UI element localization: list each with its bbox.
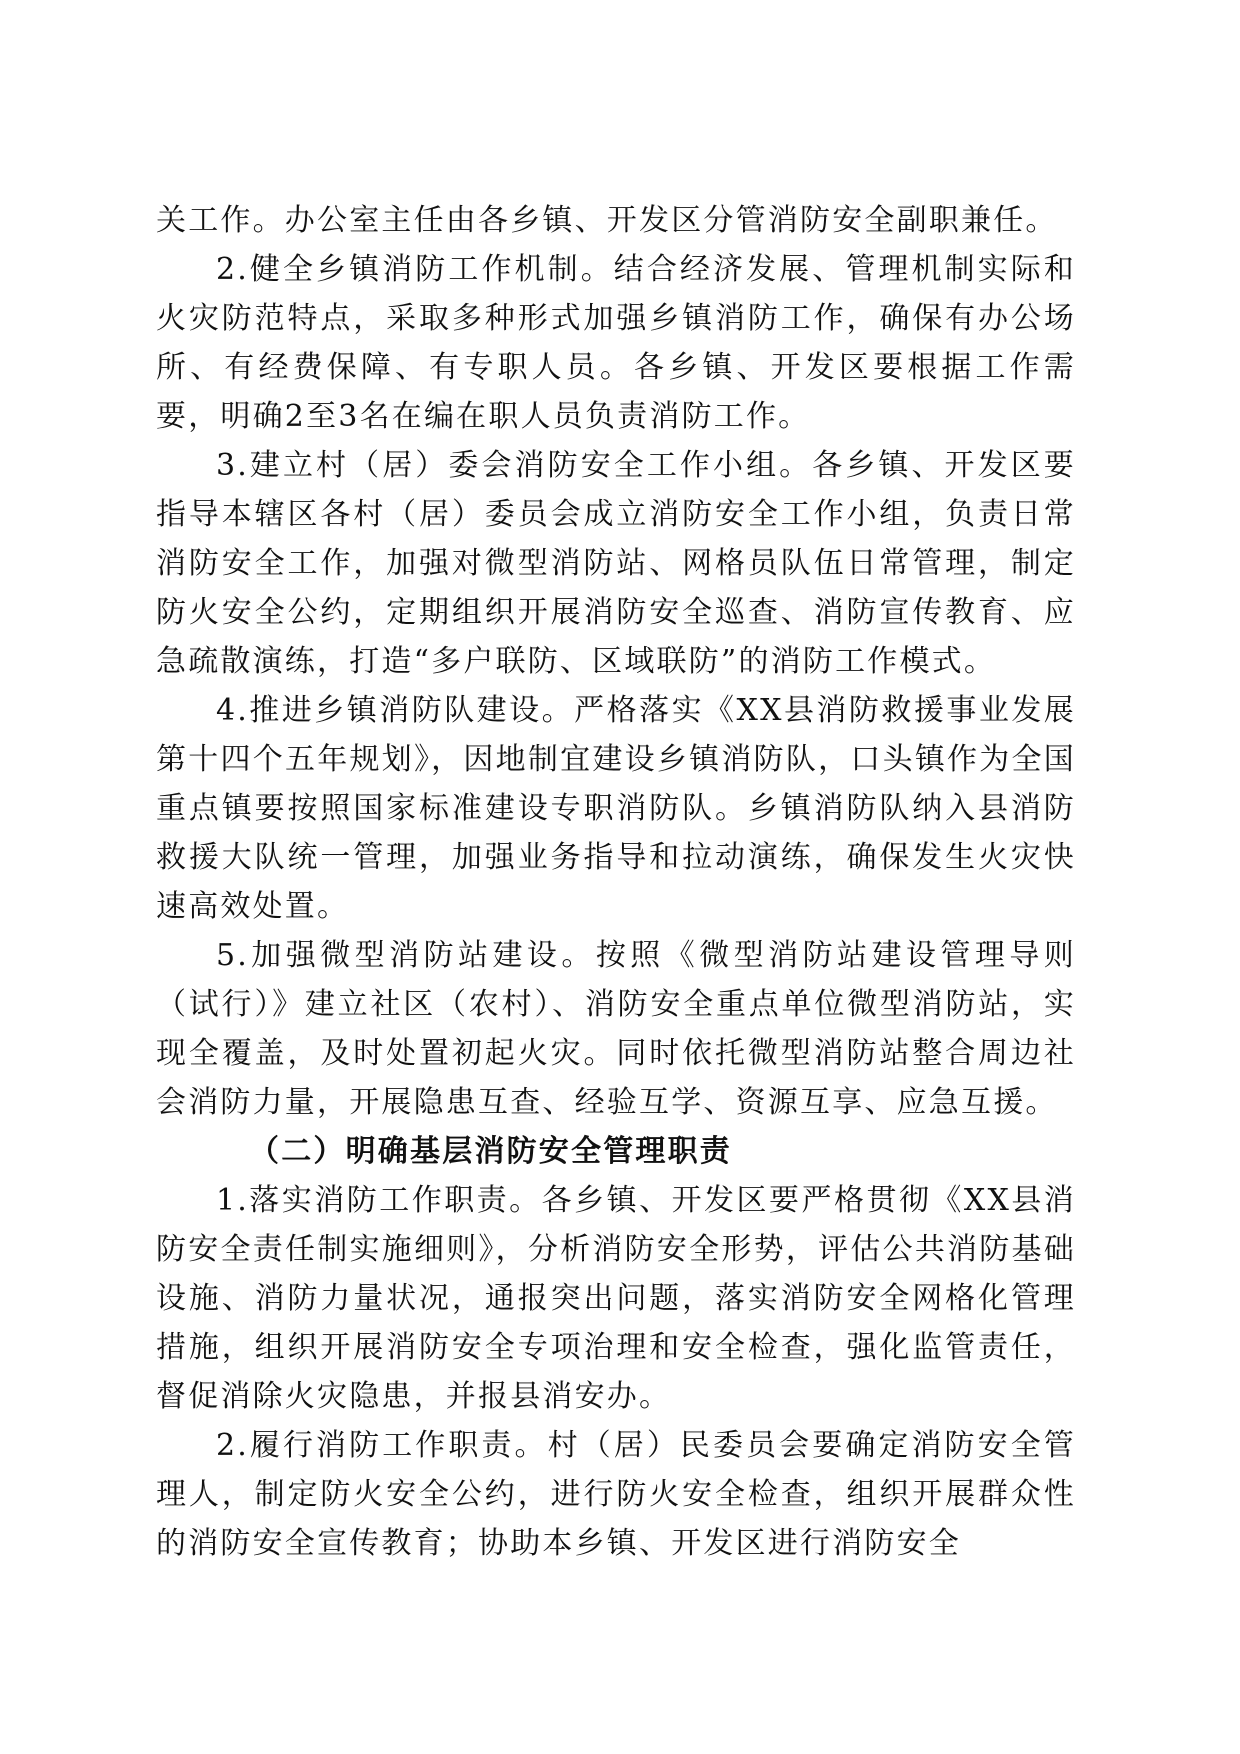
paragraph-item-5-micro-fire-station: 5.加强微型消防站建设。按照《微型消防站建设管理导则（试行）》建立社区（农村）、消防安全重点单位微型消防站，实现全覆盖，及时处置初起火灾。同时依托微型消防站整合周边社会消防力量，开展隐患互查、经验互学、资源互享、应急互援。 xyxy=(156,938,1076,1120)
paragraph-item-1-fire-work-duties: 1.落实消防工作职责。各乡镇、开发区要严格贯彻《XX县消防安全责任制实施细则》，分析消防安全形势，评估公共消防基础设施、消防力量状况，通报突出问题，落实消防安全网格化管理措施，组织开展消防安全专项治理和安全检查，强化监管责任，督促消除火灾隐患，并报县消安办。 xyxy=(156,1183,1076,1414)
document-body xyxy=(156,196,1076,1568)
paragraph-item-2-perform-duties: 2.履行消防工作职责。村（居）民委员会要确定消防安全管理人，制定防火安全公约，进行防火安全检查，组织开展群众性的消防安全宣传教育；协助本乡镇、开发区进行消防安全 xyxy=(156,1428,1076,1561)
paragraph-continuation: 关工作。办公室主任由各乡镇、开发区分管消防安全副职兼任。 xyxy=(156,203,1058,238)
section-heading: （二）明确基层消防安全管理职责 xyxy=(249,1134,732,1169)
paragraph-item-2-work-mechanism: 2.健全乡镇消防工作机制。结合经济发展、管理机制实际和火灾防范特点，采取多种形式加强乡镇消防工作，确保有办公场所、有经费保障、有专职人员。各乡镇、开发区要根据工作需要，明确2至3名在编在职人员负责消防工作。 xyxy=(156,252,1076,434)
paragraph-item-4-township-fire-brigade: 4.推进乡镇消防队建设。严格落实《XX县消防救援事业发展第十四个五年规划》，因地制宜建设乡镇消防队，口头镇作为全国重点镇要按照国家标准建设专职消防队。乡镇消防队纳入县消防救援大队统一管理，加强业务指导和拉动演练，确保发生火灾快速高效处置。 xyxy=(156,693,1076,924)
paragraph-item-3-village-work-group: 3.建立村（居）委会消防安全工作小组。各乡镇、开发区要指导本辖区各村（居）委员会成立消防安全工作小组，负责日常消防安全工作，加强对微型消防站、网格员队伍日常管理，制定防火安全公约，定期组织开展消防安全巡查、消防宣传教育、应急疏散演练，打造“多户联防、区域联防”的消防工作模式。 xyxy=(156,448,1076,679)
